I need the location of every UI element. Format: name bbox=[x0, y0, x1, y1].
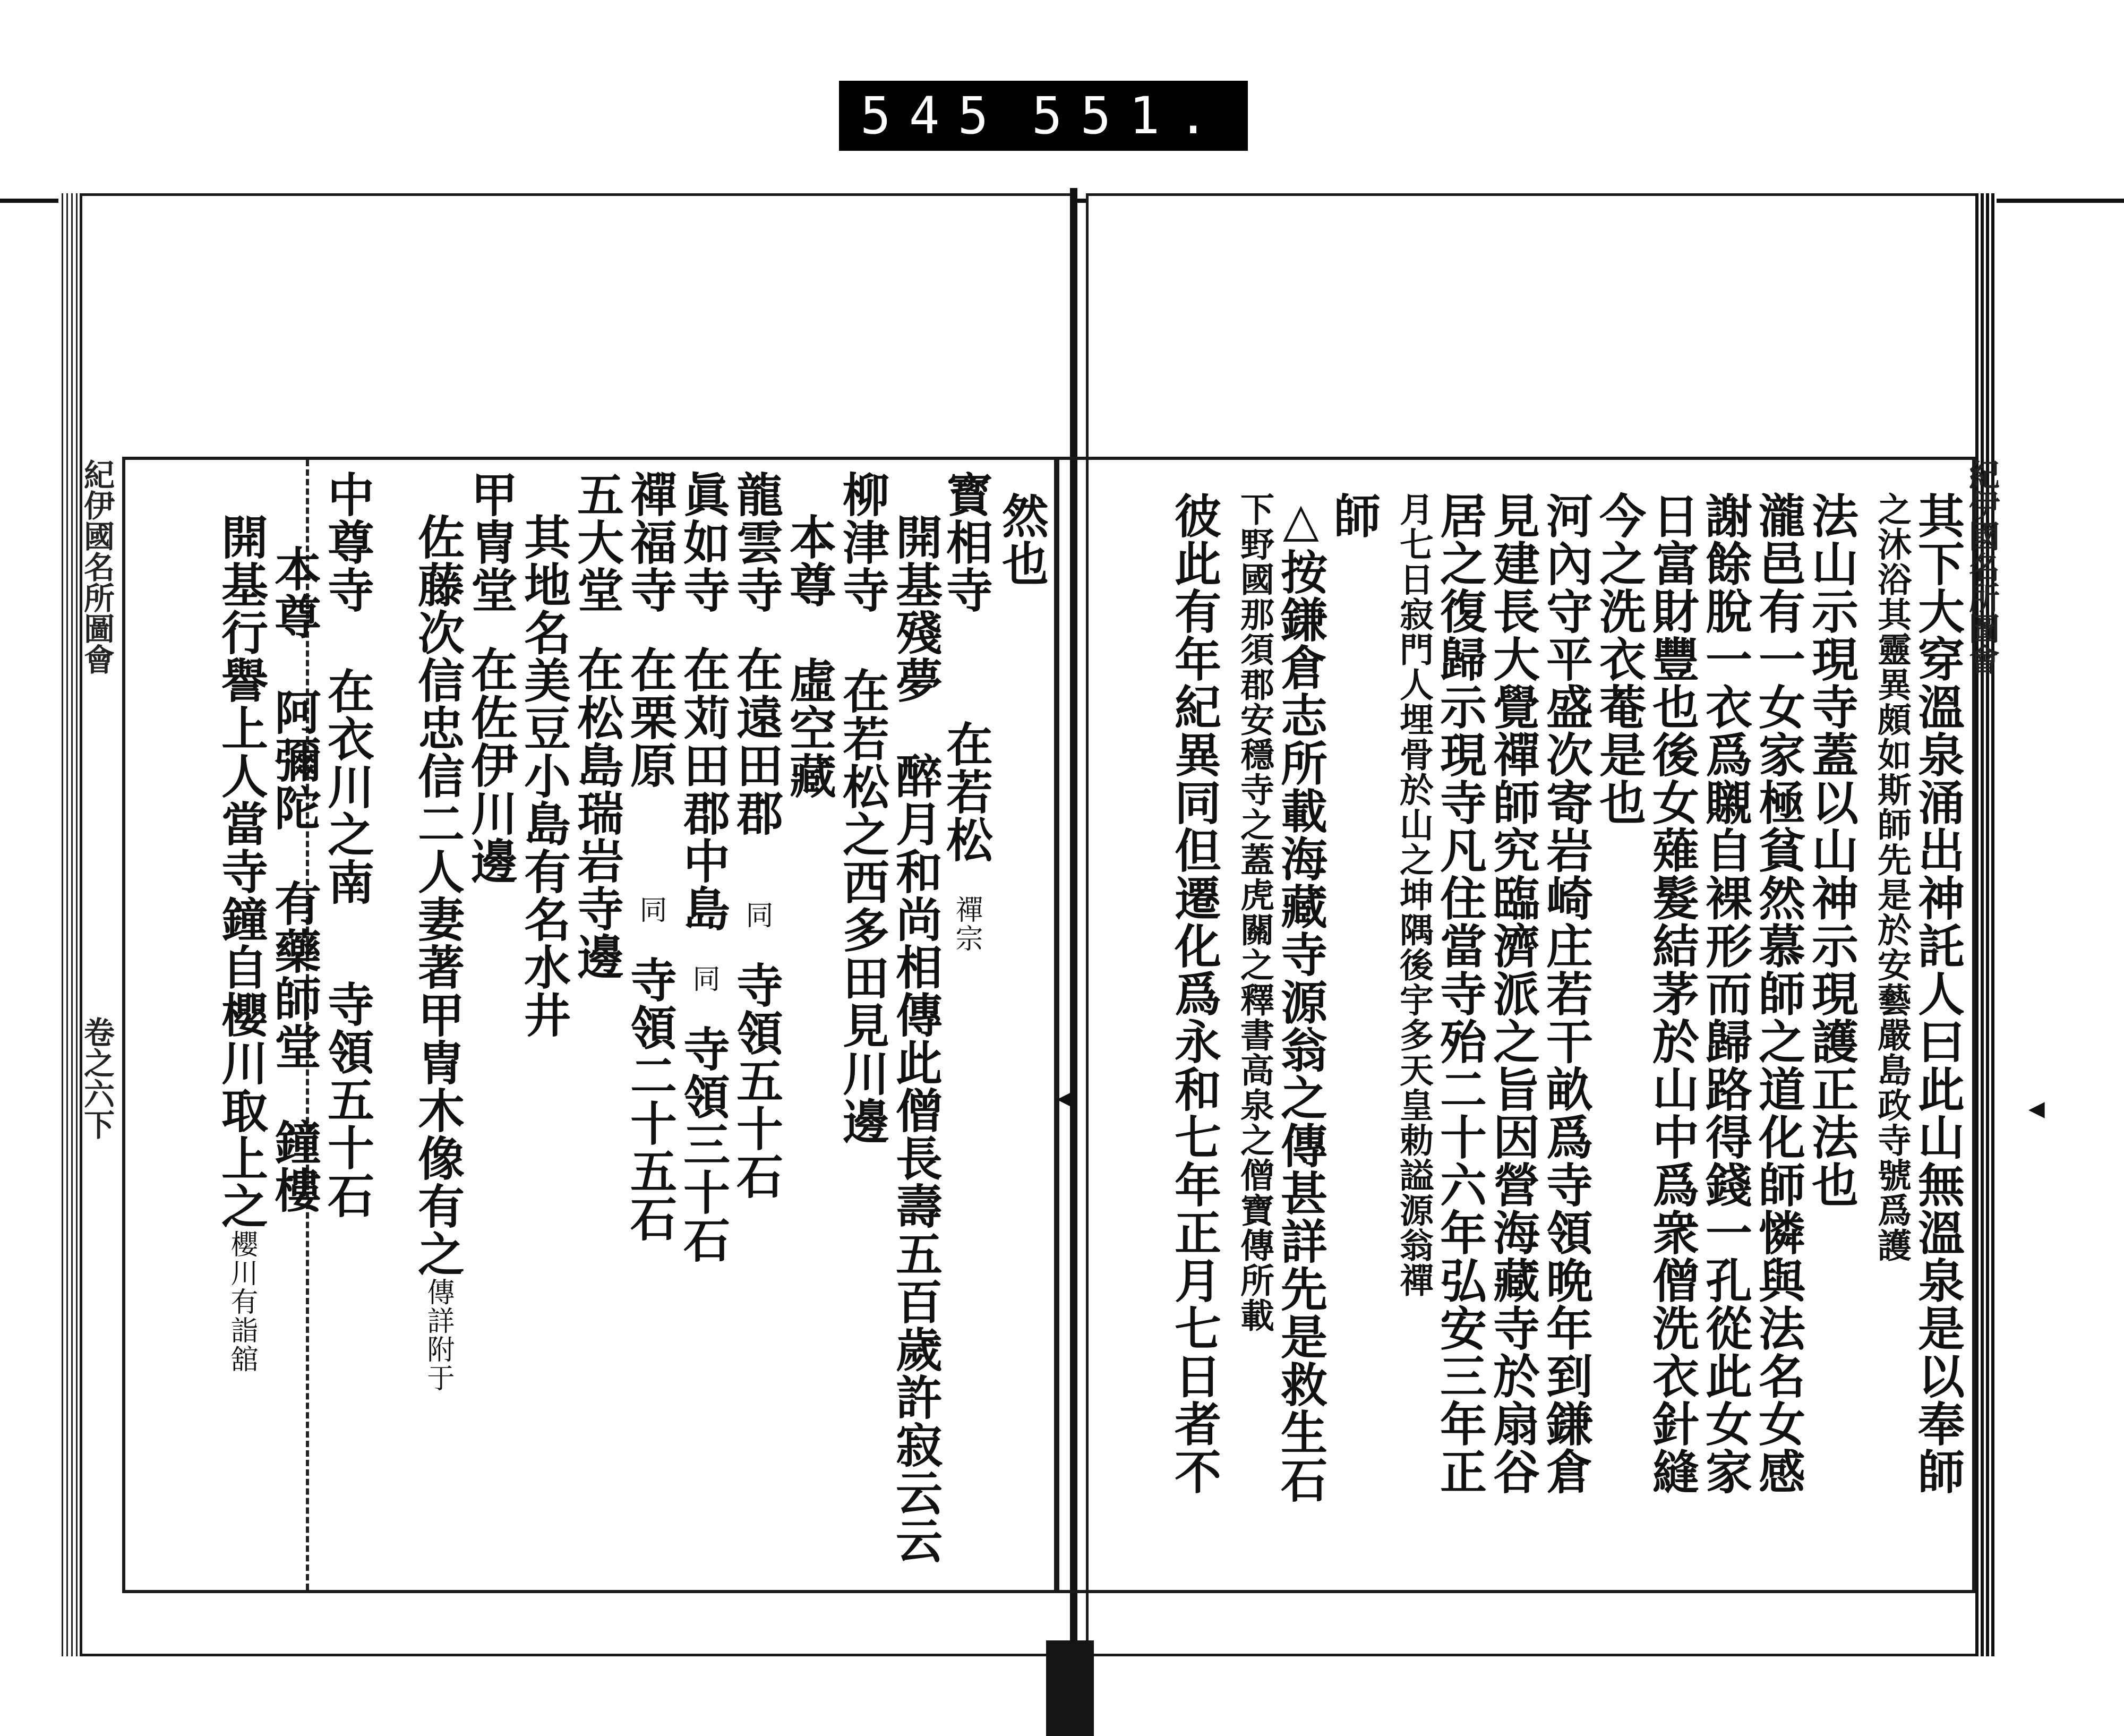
temple-name: 龍雲寺 bbox=[729, 471, 784, 614]
left-text-frame bbox=[122, 457, 1059, 1593]
temple-location: 在若松之西多田見川邊 bbox=[835, 667, 890, 1145]
temple-name: 柳津寺 bbox=[835, 471, 890, 614]
inline-note: 傳詳附于 bbox=[422, 1278, 454, 1392]
temple-name: 中尊寺 bbox=[320, 471, 375, 614]
column-zenpuku-ji bbox=[623, 471, 678, 1243]
column-hoso-ji bbox=[939, 471, 994, 953]
same-mark: 同 bbox=[635, 895, 666, 924]
temple-location: 在松島瑞岩寺邊 bbox=[570, 646, 625, 980]
temple-location: 在衣川之南 bbox=[320, 667, 375, 906]
column-r2: 之沐浴其靈異頗如斯師先是於安藝嚴島政寺號爲護 bbox=[1872, 492, 1912, 1263]
column-text: 開基行譽上人當寺鐘自櫻川取上之 bbox=[214, 513, 269, 1230]
right-text-frame bbox=[1054, 457, 1975, 1593]
column-14: 本尊 阿彌陀 有藥師堂 鐘樓 bbox=[267, 545, 322, 1214]
left-margin-volume: 卷之六下 bbox=[79, 1016, 115, 1140]
column-r14: 下野國那須郡安穩寺之蓋虎關之釋書高泉之僧寶傳所載 bbox=[1235, 492, 1274, 1333]
column-yanaizu-ji bbox=[835, 471, 890, 1145]
column-r3: 法山示現寺蓋以山神示現護正法也 bbox=[1804, 492, 1860, 1209]
column-text: 佐藤次信忠信二人妻著甲冑木像有之 bbox=[410, 513, 466, 1278]
left-page-edges bbox=[58, 193, 80, 1656]
call-number-left: 545 bbox=[860, 86, 1007, 146]
temple-name: 甲冑堂 bbox=[464, 471, 519, 614]
column-r15: 彼此有年紀異同但遷化爲永和七年正月七日者不 bbox=[1167, 492, 1222, 1495]
temple-estate: 寺領三十石 bbox=[676, 1025, 731, 1264]
temple-estate: 寺領二十五石 bbox=[623, 956, 678, 1243]
temple-location: 在苅田郡中島 bbox=[676, 646, 731, 933]
column-r1: 其下大穿溫泉涌出神託人曰此山無溫泉是以奉師 bbox=[1911, 492, 1966, 1495]
column-12 bbox=[410, 513, 466, 1392]
column-r8: 河內守平盛次寄岩崎庄若干畝爲寺領晩年到鎌倉 bbox=[1539, 492, 1594, 1495]
column-ryuun-ji bbox=[729, 471, 784, 1200]
column-r11: 月七日寂門人埋骨於山之坤隅後宇多天皇勅謚源翁禪 bbox=[1394, 492, 1434, 1298]
column-r13: △按鎌倉志所載海藏寺源翁之傳甚詳先是救生石 bbox=[1273, 492, 1329, 1504]
call-number-label bbox=[839, 81, 1248, 151]
right-fold-mark: ◀ bbox=[2028, 1096, 2045, 1121]
temple-name: 寳相寺 bbox=[939, 471, 994, 614]
call-number-right: 551. bbox=[1031, 86, 1227, 146]
column-r5: 謝餘脫一衣爲䞋自裸形而歸路得錢一孔從此女家 bbox=[1698, 492, 1753, 1495]
temple-name: 眞如寺 bbox=[676, 471, 731, 614]
temple-sect: 禪宗 bbox=[950, 895, 982, 953]
temple-location: 在遠田郡 bbox=[729, 646, 784, 837]
column-godaido bbox=[570, 471, 625, 980]
inline-note: 櫻川有詣舘 bbox=[226, 1230, 258, 1373]
temple-location: 在佐伊川邊 bbox=[464, 646, 519, 885]
column-3: 開基殘夢 醉月和尚相傳此僧長壽五百歲許寂云云 bbox=[888, 513, 944, 1564]
spine-tab bbox=[1046, 1640, 1094, 1736]
same-mark: 同 bbox=[688, 964, 720, 993]
same-mark: 同 bbox=[741, 901, 773, 929]
spine-fold-mark: ◀ bbox=[1057, 1085, 1073, 1110]
right-margin-title: 紀伊國名所圖會 bbox=[1964, 459, 2000, 674]
temple-estate: 寺領五十石 bbox=[320, 980, 375, 1219]
open-book bbox=[58, 193, 2045, 1656]
temple-location: 在栗原 bbox=[623, 646, 678, 789]
column-r12: 師 bbox=[1326, 492, 1382, 540]
column-10: 其地名美豆小島有名水井 bbox=[517, 513, 572, 1039]
temple-name: 禪福寺 bbox=[623, 471, 678, 614]
column-r9: 見建長大覺禪師究臨濟派之旨因營海藏寺於扇谷 bbox=[1486, 492, 1541, 1495]
column-1: 然也 bbox=[995, 492, 1050, 587]
column-r6: 日富財豐也後女薙髮結茅於山中爲衆僧洗衣針縫 bbox=[1645, 492, 1700, 1495]
column-r7: 今之洗衣菴是也 bbox=[1592, 492, 1647, 826]
column-r4: 瀧邑有一女家極貧然慕師之道化師憐與法名女感 bbox=[1751, 492, 1806, 1495]
temple-name: 五大堂 bbox=[570, 471, 625, 614]
right-page-edges bbox=[1975, 193, 1997, 1656]
column-5: 本尊 虛空藏 bbox=[782, 513, 837, 800]
column-chuson-ji bbox=[320, 471, 375, 1219]
column-15 bbox=[214, 513, 269, 1373]
column-shinnyo-ji bbox=[676, 471, 731, 1264]
left-margin-title: 紀伊國名所圖會 bbox=[79, 459, 115, 674]
temple-location: 在若松 bbox=[939, 720, 994, 863]
column-r10: 居之復歸示現寺凡住當寺殆二十六年弘安三年正 bbox=[1433, 492, 1488, 1495]
column-katchudo bbox=[464, 471, 519, 885]
temple-estate: 寺領五十石 bbox=[729, 961, 784, 1200]
